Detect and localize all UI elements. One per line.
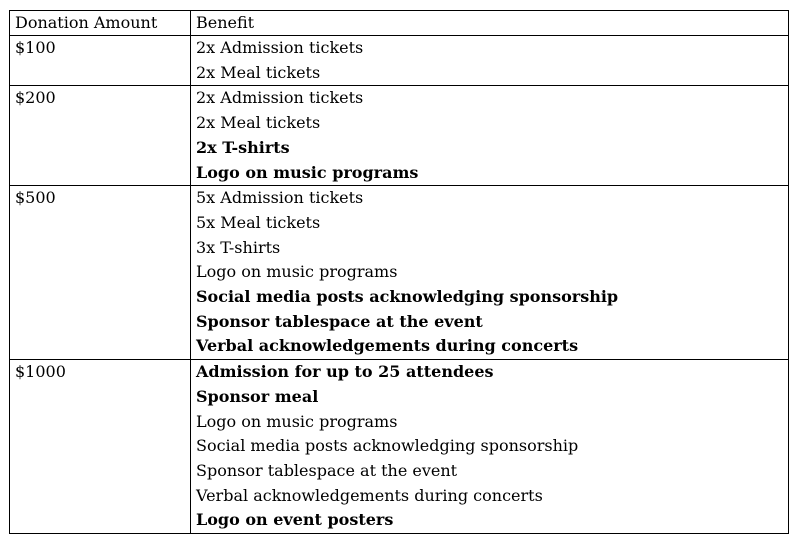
benefit-item: 2x Admission tickets (196, 38, 364, 57)
benefit-item: 5x Admission tickets (196, 188, 364, 208)
benefit-item: 2x T-shirts (196, 137, 290, 157)
benefit-item: Verbal acknowledgements during concerts (196, 336, 579, 356)
donation-amount-cell: $100 (10, 36, 191, 86)
benefit-item: 2x Meal tickets (196, 62, 321, 82)
table-row (10, 86, 789, 186)
benefit-item: Sponsor meal (196, 386, 319, 406)
benefit-cell (191, 360, 789, 534)
donation-amount-cell: $1000 (10, 360, 191, 534)
table-row (10, 36, 789, 86)
table-row (10, 360, 789, 534)
donation-amount-cell: $200 (10, 86, 191, 186)
benefit-item: Verbal acknowledgements during concerts (196, 485, 543, 505)
benefit-item: 3x T-shirts (196, 237, 281, 257)
benefit-item: Admission for up to 25 attendees (196, 362, 494, 382)
benefit-item: 2x Admission tickets (196, 88, 364, 108)
sponsorship-benefits-table (9, 10, 789, 534)
benefit-cell (191, 36, 789, 86)
benefit-cell (191, 186, 789, 360)
benefit-item: Social media posts acknowledging sponsorship (196, 436, 579, 456)
donation-amount-cell: $500 (10, 186, 191, 360)
header-benefit: Benefit (191, 11, 789, 36)
benefit-item: Logo on music programs (196, 162, 419, 182)
benefit-item: Social media posts acknowledging sponsorship (196, 287, 619, 307)
benefit-item: Logo on music programs (196, 411, 398, 431)
benefit-item: Logo on event posters (196, 510, 394, 530)
table-body (10, 36, 789, 534)
table-row (10, 186, 789, 360)
benefit-item: 5x Meal tickets (196, 212, 321, 232)
benefit-item: Sponsor tablespace at the event (196, 460, 458, 480)
table-header-row (10, 11, 789, 36)
benefit-cell (191, 86, 789, 186)
header-donation-amount: Donation Amount (10, 11, 191, 36)
benefit-item: 2x Meal tickets (196, 113, 321, 133)
benefit-item: Sponsor tablespace at the event (196, 311, 483, 331)
benefit-item: Logo on music programs (196, 262, 398, 282)
